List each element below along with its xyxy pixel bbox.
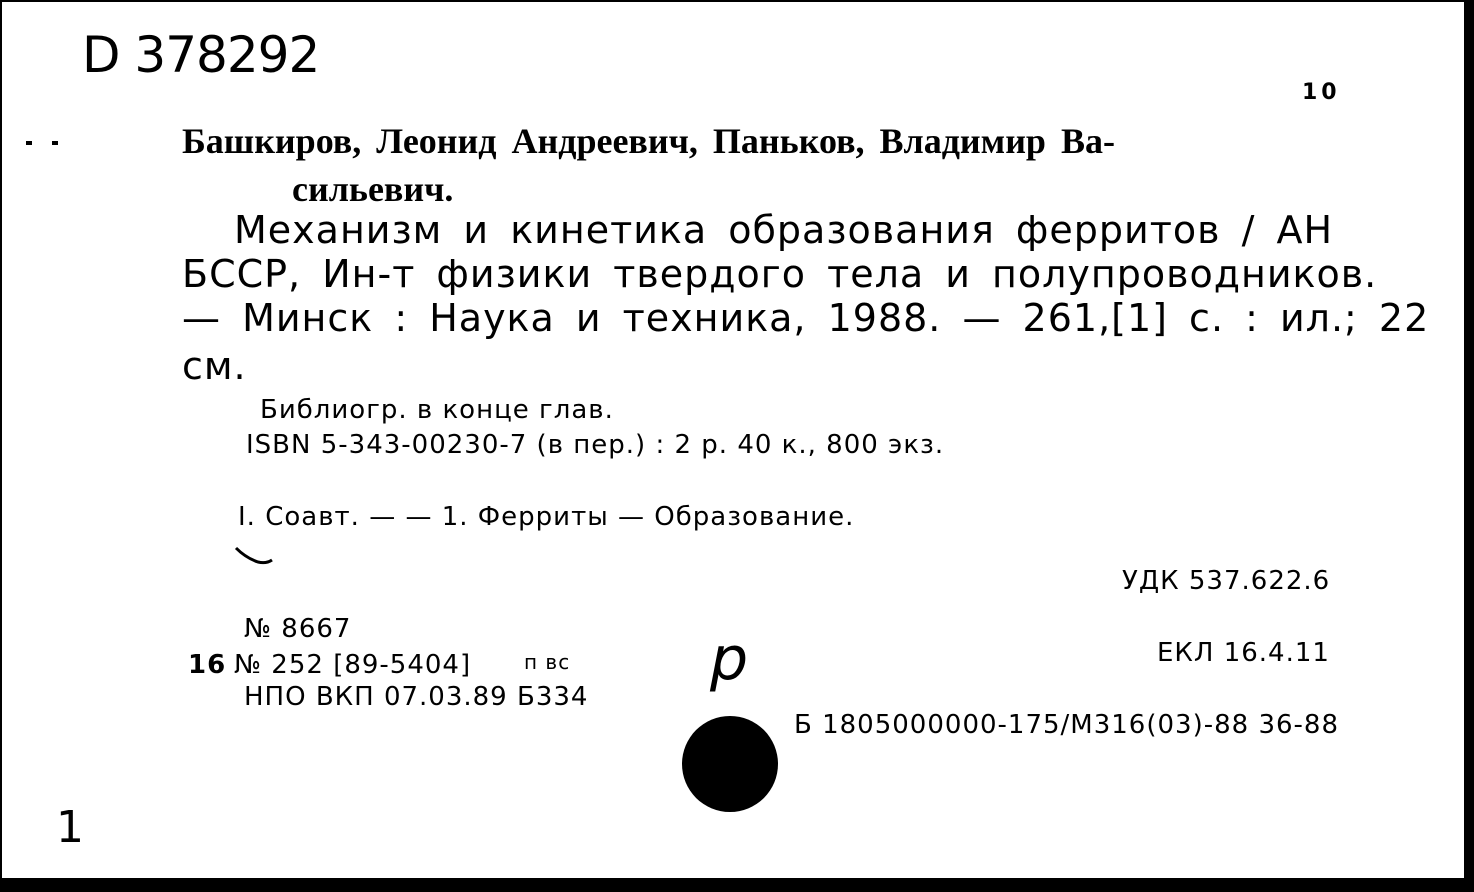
margin-dash-marks xyxy=(26,132,80,136)
ekl-code: ЕКЛ 16.4.11 xyxy=(1157,638,1330,668)
catalog-card xyxy=(2,2,1470,884)
bibliography-note: Библиогр. в конце глав. xyxy=(260,395,614,425)
classification-code: Б 1805000000-175/М316(03)-88 36-88 xyxy=(794,710,1339,740)
handwritten-check-mark xyxy=(232,542,276,572)
author-line-2: сильевич. xyxy=(292,169,454,209)
publisher-line: НПО ВКП 07.03.89 Б334 xyxy=(244,682,589,712)
margin-handwritten-mark: 1 xyxy=(56,802,84,853)
shelfmark: D 378292 xyxy=(82,26,320,84)
isbn-line: ISBN 5-343-00230-7 (в пер.) : 2 р. 40 к., 800 экз. xyxy=(246,430,945,460)
title-line-3: — Минск : Наука и техника, 1988. — 261,[1] с. : ил.; 22 xyxy=(182,296,1430,340)
subject-tracings: I. Соавт. — — 1. Ферриты — Образование. xyxy=(238,502,855,532)
title-line-2: БССР, Ин-т физики твердого тела и полупроводников. xyxy=(182,252,1378,296)
udc-code: УДК 537.622.6 xyxy=(1122,566,1331,596)
author-line-1: Башкиров, Леонид Андреевич, Паньков, Владимир Ва- xyxy=(182,121,1115,161)
punched-hole-mark xyxy=(682,716,778,812)
registration-number: № 252 [89-5404] xyxy=(234,650,472,680)
title-line-4: см. xyxy=(182,344,247,388)
page-mark: 10 xyxy=(1302,80,1341,105)
order-number: № 8667 xyxy=(244,614,352,644)
registration-suffix: п вс xyxy=(524,650,571,674)
number-prefix: 16 xyxy=(188,650,227,680)
title-line-1: Механизм и кинетика образования ферритов / АН xyxy=(234,208,1334,252)
handwritten-p-mark: р xyxy=(710,624,749,694)
